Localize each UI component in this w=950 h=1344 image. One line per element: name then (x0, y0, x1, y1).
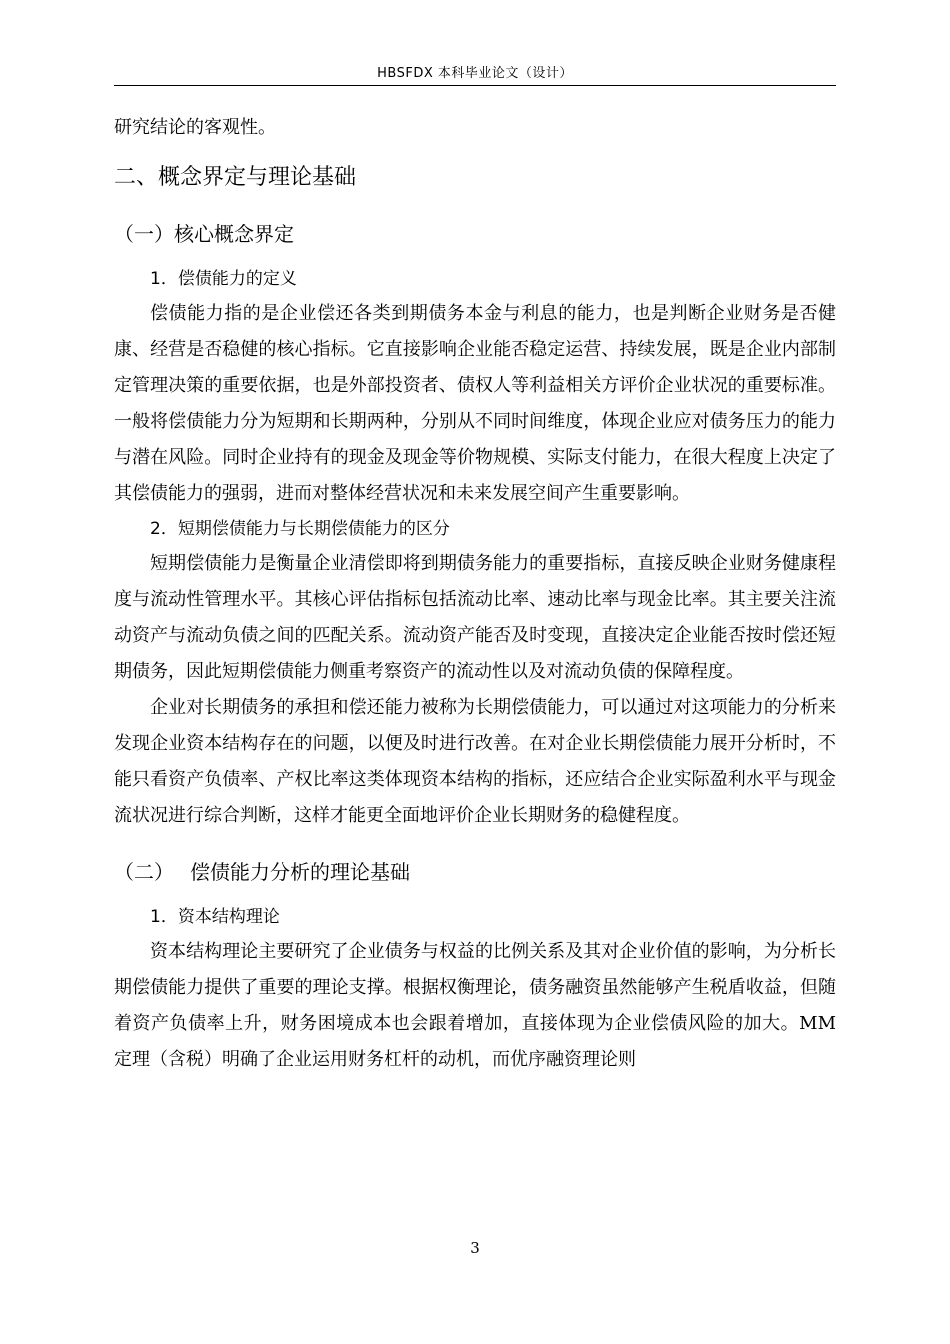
header-rule (114, 85, 836, 86)
lead-paragraph: 研究结论的客观性。 (114, 117, 276, 138)
subsection-number: （二） (114, 860, 174, 884)
page-number: 3 (470, 1239, 480, 1257)
paragraph-long-term-solvency: 企业对长期债务的承担和偿还能力被称为长期偿债能力，可以通过对这项能力的分析来发现企业资本结构存在的问题，以便及时进行改善。在对企业长期偿债能力展开分析时，不能只看资产负债率、产权比率这类体现资本结构的指标，还应结合企业实际盈利水平与现金流状况进行综合判断，这样才能更全面地评价企业长期财务的稳健程度。 (114, 697, 836, 826)
subsection-title: 偿债能力分析的理论基础 (190, 860, 410, 884)
paragraph-solvency-definition: 偿债能力指的是企业偿还各类到期债务本金与利息的能力，也是判断企业财务是否健康、经营是否稳健的核心指标。它直接影响企业能否稳定运营、持续发展，既是企业内部制定管理决策的重要依据，也是外部投资者、债权人等利益相关方评价企业状况的重要标准。一般将偿债能力分为短期和长期两种，分别从不同时间维度，体现企业应对债务压力的能力与潜在风险。同时企业持有的现金及现金等价物规模、实际支付能力，在很大程度上决定了其偿债能力的强弱，进而对整体经营状况和未来发展空间产生重要影响。 (114, 303, 836, 504)
item-heading-capital-structure: 1．资本结构理论 (150, 907, 280, 927)
section-heading-2: 二、概念界定与理论基础 (114, 165, 357, 190)
subsection-heading-theory-basis (114, 854, 836, 890)
paragraph-capital-structure: 资本结构理论主要研究了企业债务与权益的比例关系及其对企业价值的影响，为分析长期偿债能力提供了重要的理论支撑。根据权衡理论，债务融资虽然能够产生税盾收益，但随着资产负债率上升，财务困境成本也会跟着增加，直接体现为企业偿债风险的加大。MM 定理（含税）明确了企业运用财务杠杆的动机，而优序融资理论则 (114, 941, 836, 1070)
item-heading-short-vs-long: 2．短期偿债能力与长期偿债能力的区分 (150, 519, 450, 539)
paragraph-short-term-solvency: 短期偿债能力是衡量企业清偿即将到期债务能力的重要指标，直接反映企业财务健康程度与流动性管理水平。其核心评估指标包括流动比率、速动比率与现金比率。其主要关注流动资产与流动负债之间的匹配关系。流动资产能否及时变现，直接决定企业能否按时偿还短期债务，因此短期偿债能力侧重考察资产的流动性以及对流动负债的保障程度。 (114, 553, 836, 682)
item-heading-solvency-definition: 1．偿债能力的定义 (150, 269, 297, 289)
subsection-heading-core-concepts: （一）核心概念界定 (114, 222, 294, 246)
running-header: HBSFDX 本科毕业论文（设计） (377, 66, 573, 81)
page-body (114, 110, 836, 1078)
